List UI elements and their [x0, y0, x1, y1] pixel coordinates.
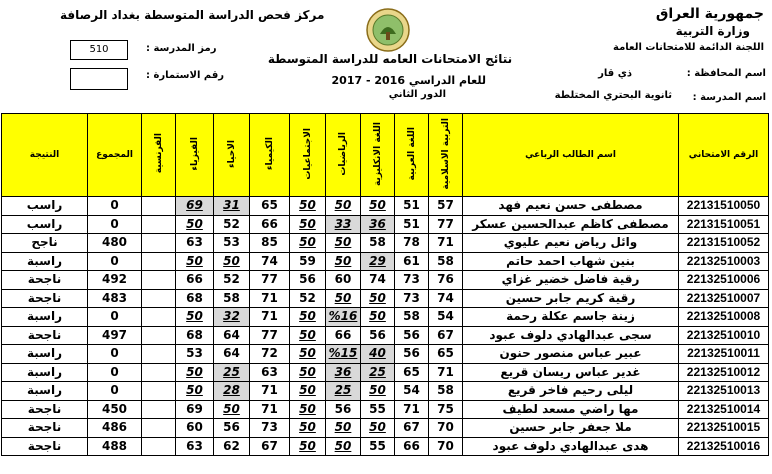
grade-cell: 71	[250, 382, 290, 401]
committee-title: اللجنة الدائمة للامتحانات العامة	[613, 42, 764, 53]
grade-cell: 50	[290, 308, 326, 327]
student-name-cell: وائل رياض نعيم عليوي	[463, 234, 679, 253]
grade-cell: 55	[361, 437, 395, 456]
grade-cell: 50	[290, 234, 326, 253]
grade-cell: 50	[214, 252, 250, 271]
result-cell: ناجحة	[2, 419, 88, 438]
grade-cell: %16	[326, 308, 361, 327]
table-row	[2, 419, 769, 438]
grade-cell: 50	[290, 400, 326, 419]
grade-cell: 77	[250, 326, 290, 345]
grade-cell: 65	[250, 197, 290, 216]
grade-cell: 68	[176, 326, 214, 345]
grade-cell: 66	[176, 271, 214, 290]
grade-cell: 65	[395, 363, 429, 382]
grade-cell: 71	[429, 234, 463, 253]
col-arabic: اللغة العربية	[406, 126, 417, 181]
grade-cell: 58	[395, 308, 429, 327]
grade-cell: 51	[395, 197, 429, 216]
table-row	[2, 234, 769, 253]
total-cell: 0	[88, 197, 142, 216]
grade-cell: 50	[290, 363, 326, 382]
grade-cell: 53	[176, 345, 214, 364]
grade-cell: 50	[326, 197, 361, 216]
exam-no-cell: 22132510003	[679, 252, 769, 271]
grade-cell: 71	[250, 400, 290, 419]
grade-cell: 73	[395, 271, 429, 290]
results-title: نتائج الامتحانات العامه للدراسة المتوسطة	[267, 52, 513, 66]
grade-cell: %15	[326, 345, 361, 364]
table-row	[2, 197, 769, 216]
table-row	[2, 382, 769, 401]
grade-cell: 50	[176, 215, 214, 234]
total-cell: 488	[88, 437, 142, 456]
col-biology: الاحياء	[226, 139, 237, 168]
total-cell: 0	[88, 215, 142, 234]
total-cell: 450	[88, 400, 142, 419]
grade-cell: 55	[361, 400, 395, 419]
exam-no-cell: 22132510013	[679, 382, 769, 401]
grade-cell: 60	[176, 419, 214, 438]
school-label: اسم المدرسة :	[692, 92, 766, 103]
student-name-cell: رقية كريم جابر حسين	[463, 289, 679, 308]
grade-cell: 54	[429, 308, 463, 327]
total-cell: 492	[88, 271, 142, 290]
grade-cell: 58	[429, 382, 463, 401]
total-cell: 0	[88, 308, 142, 327]
exam-no-cell: 22132510014	[679, 400, 769, 419]
grade-cell	[142, 400, 176, 419]
grade-cell: 62	[214, 437, 250, 456]
result-cell: راسبة	[2, 382, 88, 401]
student-name-cell: غدير عباس ريسان قريع	[463, 363, 679, 382]
grade-cell: 50	[361, 308, 395, 327]
grade-cell: 66	[326, 326, 361, 345]
col-islamic: التربية الاسلامية	[440, 117, 451, 190]
grade-cell	[142, 271, 176, 290]
student-name-cell: رقية فاضل خضير غزاي	[463, 271, 679, 290]
grade-cell: 56	[361, 326, 395, 345]
form-number-box	[70, 68, 128, 90]
grade-cell: 31	[214, 197, 250, 216]
result-cell: راسبة	[2, 345, 88, 364]
year-label: للعام الدراسي 2016 - 2017	[331, 74, 486, 87]
grade-cell: 40	[361, 345, 395, 364]
ministry-title: وزارة التربية	[675, 24, 750, 38]
result-cell: راسبة	[2, 363, 88, 382]
table-row	[2, 326, 769, 345]
exam-no-cell: 22132510007	[679, 289, 769, 308]
exam-no-cell: 22132510008	[679, 308, 769, 327]
grade-cell: 50	[361, 289, 395, 308]
grade-cell: 78	[395, 234, 429, 253]
governorate-label: اسم المحافظة :	[686, 68, 766, 79]
table-row	[2, 271, 769, 290]
col-chemistry: الكيمياء	[264, 136, 275, 171]
result-cell: ناجحة	[2, 400, 88, 419]
grade-cell: 50	[290, 345, 326, 364]
grade-cell: 50	[326, 289, 361, 308]
col-english: اللغة الانكليزية	[372, 121, 383, 186]
student-name-cell: هدى عبدالهادي دلوف عبود	[463, 437, 679, 456]
grade-cell: 64	[214, 326, 250, 345]
grade-cell: 67	[429, 326, 463, 345]
col-total: المجموع	[88, 114, 142, 197]
total-cell: 0	[88, 252, 142, 271]
grade-cell: 50	[176, 382, 214, 401]
grade-cell: 67	[250, 437, 290, 456]
grade-cell: 50	[326, 437, 361, 456]
grade-cell: 71	[250, 308, 290, 327]
grade-cell: 50	[326, 419, 361, 438]
grade-cell	[142, 345, 176, 364]
student-name-cell: عبير عباس منصور حنون	[463, 345, 679, 364]
grade-cell	[142, 234, 176, 253]
governorate-value: ذي قار	[598, 68, 632, 79]
result-cell: ناجحة	[2, 437, 88, 456]
grade-cell: 25	[214, 363, 250, 382]
total-cell: 0	[88, 382, 142, 401]
result-cell: راسبة	[2, 252, 88, 271]
exam-no-cell: 22132510016	[679, 437, 769, 456]
grade-cell: 28	[214, 382, 250, 401]
exam-center-title: مركز فحص الدراسة المتوسطة بغداد الرصافة	[60, 8, 325, 22]
grade-cell: 52	[290, 289, 326, 308]
grade-cell: 70	[429, 419, 463, 438]
grade-cell: 33	[326, 215, 361, 234]
grade-cell: 75	[429, 400, 463, 419]
grade-cell: 85	[250, 234, 290, 253]
student-name-cell: ملا جعفر جابر حسين	[463, 419, 679, 438]
col-french: الفرنسية	[153, 133, 164, 174]
exam-no-cell: 22132510010	[679, 326, 769, 345]
grade-cell: 72	[250, 345, 290, 364]
student-name-cell: زينة جاسم عكلة رحمة	[463, 308, 679, 327]
result-cell: ناجحة	[2, 326, 88, 345]
grade-cell: 63	[176, 437, 214, 456]
col-physics: الفيزياء	[189, 136, 200, 171]
total-cell: 483	[88, 289, 142, 308]
grade-cell: 50	[290, 197, 326, 216]
result-cell: ناجحة	[2, 289, 88, 308]
grade-cell: 50	[290, 437, 326, 456]
grade-cell: 56	[395, 326, 429, 345]
exam-no-cell: 22131510051	[679, 215, 769, 234]
grade-cell: 60	[326, 271, 361, 290]
grade-cell: 56	[326, 400, 361, 419]
grade-cell	[142, 289, 176, 308]
grade-cell: 77	[429, 215, 463, 234]
grade-cell: 67	[395, 419, 429, 438]
grade-cell: 25	[361, 363, 395, 382]
grade-cell	[142, 252, 176, 271]
exam-no-cell: 22131510050	[679, 197, 769, 216]
grade-cell: 74	[429, 289, 463, 308]
grade-cell	[142, 419, 176, 438]
country-title: جمهورية العراق	[655, 6, 764, 22]
grade-cell: 71	[395, 400, 429, 419]
grade-cell: 74	[361, 271, 395, 290]
grade-cell: 50	[290, 382, 326, 401]
grade-cell: 53	[214, 234, 250, 253]
grade-cell: 71	[250, 289, 290, 308]
grade-cell	[142, 308, 176, 327]
table-row	[2, 308, 769, 327]
col-result: النتيجة	[2, 114, 88, 197]
grade-cell	[142, 363, 176, 382]
grade-cell: 69	[176, 400, 214, 419]
total-cell: 486	[88, 419, 142, 438]
grade-cell: 73	[395, 289, 429, 308]
grade-cell: 66	[250, 215, 290, 234]
grade-cell: 50	[361, 197, 395, 216]
grade-cell: 58	[214, 289, 250, 308]
student-name-cell: سجى عبدالهادي دلوف عبود	[463, 326, 679, 345]
exam-no-cell: 22132510012	[679, 363, 769, 382]
exam-no-cell: 22132510006	[679, 271, 769, 290]
grade-cell: 50	[176, 308, 214, 327]
grade-cell: 50	[290, 215, 326, 234]
table-row	[2, 252, 769, 271]
exam-no-cell: 22131510052	[679, 234, 769, 253]
grade-cell: 68	[176, 289, 214, 308]
grade-cell: 50	[214, 400, 250, 419]
table-row	[2, 363, 769, 382]
total-cell: 480	[88, 234, 142, 253]
grade-cell: 61	[395, 252, 429, 271]
student-name-cell: مصطفى كاظم عبدالحسين عسكر	[463, 215, 679, 234]
grade-cell: 50	[176, 252, 214, 271]
table-row	[2, 437, 769, 456]
student-name-cell: مها راضي مسعد لطيف	[463, 400, 679, 419]
grade-cell: 63	[176, 234, 214, 253]
grade-cell: 50	[326, 234, 361, 253]
grade-cell: 57	[429, 197, 463, 216]
grade-cell	[142, 382, 176, 401]
grade-cell: 50	[361, 382, 395, 401]
grade-cell: 76	[429, 271, 463, 290]
table-header-row	[2, 114, 769, 197]
grade-cell: 36	[326, 363, 361, 382]
round-label: الدور الثاني	[388, 89, 446, 100]
grade-cell: 50	[290, 419, 326, 438]
total-cell: 0	[88, 363, 142, 382]
grade-cell: 56	[395, 345, 429, 364]
grade-cell: 52	[214, 215, 250, 234]
grade-cell: 58	[429, 252, 463, 271]
total-cell: 497	[88, 326, 142, 345]
grade-cell: 32	[214, 308, 250, 327]
grade-cell	[142, 197, 176, 216]
exam-no-cell: 22132510015	[679, 419, 769, 438]
grade-cell: 54	[395, 382, 429, 401]
result-cell: راسب	[2, 197, 88, 216]
school-code-label: رمز المدرسة :	[146, 43, 217, 54]
grade-cell	[142, 326, 176, 345]
grade-cell	[142, 215, 176, 234]
grade-cell: 63	[250, 363, 290, 382]
result-cell: راسب	[2, 215, 88, 234]
col-name: اسم الطالب الرباعي	[463, 114, 679, 197]
grade-cell: 64	[214, 345, 250, 364]
form-number-label: رقم الاستمارة :	[146, 70, 225, 81]
col-exam-no: الرقم الامتحاني	[679, 114, 769, 197]
grade-cell: 66	[395, 437, 429, 456]
grade-cell: 69	[176, 197, 214, 216]
table-row	[2, 289, 769, 308]
grade-cell: 25	[326, 382, 361, 401]
grade-cell: 56	[214, 419, 250, 438]
grade-cell: 74	[250, 252, 290, 271]
grade-cell: 70	[429, 437, 463, 456]
grade-cell: 52	[214, 271, 250, 290]
grade-cell: 65	[429, 345, 463, 364]
result-cell: راسبة	[2, 308, 88, 327]
grade-cell	[142, 437, 176, 456]
grade-cell: 71	[429, 363, 463, 382]
table-row	[2, 345, 769, 364]
result-cell: ناجح	[2, 234, 88, 253]
col-social: الاجتماعيات	[302, 127, 313, 180]
grade-cell: 59	[290, 252, 326, 271]
school-value: ثانوية البحتري المختلطة	[554, 90, 672, 101]
grade-cell: 73	[250, 419, 290, 438]
total-cell: 0	[88, 345, 142, 364]
grade-cell: 50	[176, 363, 214, 382]
student-name-cell: مصطفى حسن نعيم فهد	[463, 197, 679, 216]
result-cell: ناجحة	[2, 271, 88, 290]
results-table	[1, 113, 769, 456]
grade-cell: 56	[290, 271, 326, 290]
school-code-box: 510	[70, 40, 128, 60]
student-name-cell: بنين شهاب احمد حاتم	[463, 252, 679, 271]
grade-cell: 50	[326, 252, 361, 271]
grade-cell: 29	[361, 252, 395, 271]
table-row	[2, 400, 769, 419]
grade-cell: 50	[361, 419, 395, 438]
grade-cell: 77	[250, 271, 290, 290]
col-math: الرياضيات	[338, 131, 348, 176]
student-name-cell: ليلى رحيم فاخر قريع	[463, 382, 679, 401]
ministry-emblem	[366, 8, 410, 52]
grade-cell: 51	[395, 215, 429, 234]
grade-cell: 36	[361, 215, 395, 234]
grade-cell: 50	[290, 326, 326, 345]
exam-no-cell: 22132510011	[679, 345, 769, 364]
grade-cell: 58	[361, 234, 395, 253]
table-row	[2, 215, 769, 234]
